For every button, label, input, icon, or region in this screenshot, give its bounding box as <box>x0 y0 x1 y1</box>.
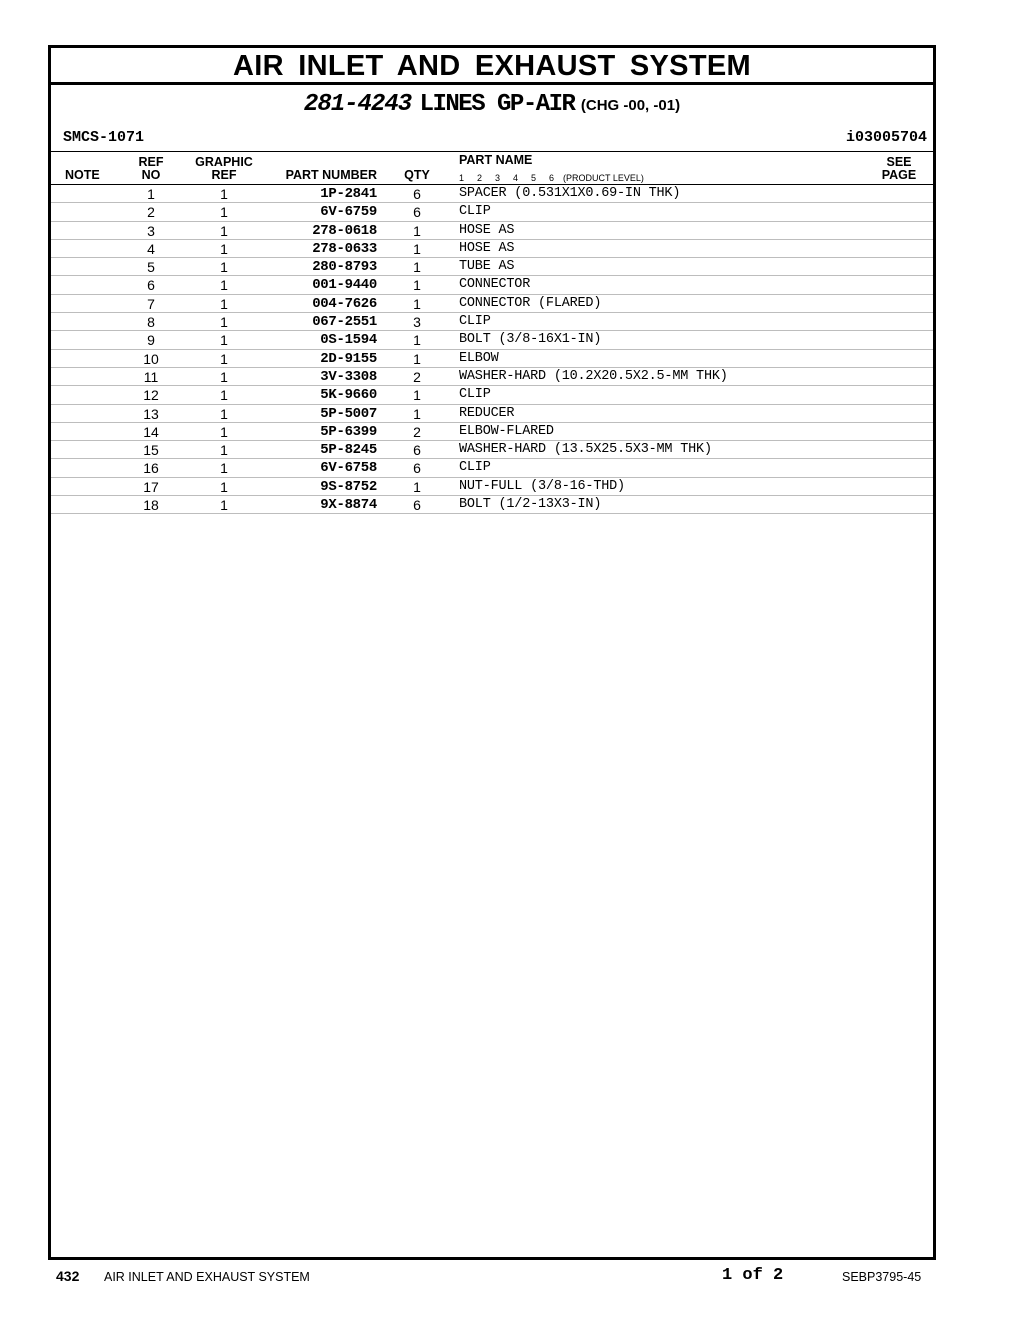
ref-no-cell: 6 <box>147 277 155 294</box>
table-row <box>51 331 933 349</box>
graphic-ref-cell: 1 <box>220 423 228 440</box>
ref-no-cell: 11 <box>143 368 159 385</box>
part-number-cell: 6V-6759 <box>320 204 377 221</box>
part-name-cell: CONNECTOR (FLARED) <box>459 295 602 311</box>
ref-no-cell: 1 <box>147 186 155 202</box>
col-note: NOTE <box>65 168 100 182</box>
part-name-cell: CONNECTOR <box>459 277 531 293</box>
part-name-cell: NUT-FULL (3/8-16-THD) <box>459 478 625 494</box>
table-row <box>51 313 933 331</box>
part-number-cell: 280-8793 <box>312 259 377 276</box>
graphic-ref-cell: 1 <box>220 332 228 349</box>
graphic-ref-cell: 1 <box>220 314 228 331</box>
part-name-cell: CLIP <box>459 204 491 220</box>
graphic-ref-cell: 1 <box>220 387 228 404</box>
ref-no-cell: 7 <box>147 295 155 312</box>
qty-cell: 2 <box>413 368 421 385</box>
col-ref-no-top: REF <box>138 155 164 169</box>
col-ref-no-bottom: NO <box>141 168 161 182</box>
col-graphic-ref-top: GRAPHIC <box>195 155 253 169</box>
group-name: LINES GP-AIR <box>419 91 575 118</box>
qty-cell: 1 <box>413 350 421 367</box>
qty-cell: 1 <box>413 332 421 349</box>
graphic-ref-cell: 1 <box>220 368 228 385</box>
part-name-cell: CLIP <box>459 387 491 403</box>
ref-no-cell: 2 <box>147 204 155 221</box>
part-number-cell: 278-0633 <box>312 240 377 257</box>
part-name-cell: WASHER-HARD (13.5X25.5X3-MM THK) <box>459 442 712 458</box>
group-header <box>51 85 933 152</box>
ref-no-cell: 14 <box>143 423 159 440</box>
table-row <box>51 258 933 276</box>
col-part-name: PART NAME <box>459 153 533 167</box>
table-row <box>51 405 933 423</box>
part-name-cell: BOLT (1/2-13X3-IN) <box>459 497 602 513</box>
ref-no-cell: 18 <box>143 497 159 514</box>
qty-cell: 1 <box>413 405 421 422</box>
qty-cell: 2 <box>413 423 421 440</box>
level-6: 6 <box>549 173 555 183</box>
part-number-cell: 067-2551 <box>312 314 377 331</box>
col-part-number: PART NUMBER <box>285 168 377 182</box>
qty-cell: 6 <box>413 460 421 477</box>
qty-cell: 1 <box>413 259 421 276</box>
product-level-label: (PRODUCT LEVEL) <box>563 173 644 183</box>
qty-cell: 1 <box>413 295 421 312</box>
part-name-cell: CLIP <box>459 314 491 330</box>
table-row <box>51 222 933 240</box>
graphic-ref-cell: 1 <box>220 277 228 294</box>
footer-doc-number: SEBP3795-45 <box>842 1270 922 1284</box>
graphic-ref-cell: 1 <box>220 259 228 276</box>
graphic-ref-cell: 1 <box>220 442 228 459</box>
part-number-cell: 5K-9660 <box>320 387 377 404</box>
page-title: AIR INLET AND EXHAUST SYSTEM <box>233 50 751 82</box>
qty-cell: 6 <box>413 442 421 459</box>
ref-no-cell: 13 <box>143 405 159 422</box>
table-row <box>51 441 933 459</box>
page-footer <box>56 1266 928 1288</box>
product-levels <box>459 172 644 185</box>
ref-no-cell: 4 <box>147 240 155 257</box>
part-number-cell: 5P-5007 <box>320 405 377 422</box>
ref-no-cell: 15 <box>143 442 159 459</box>
part-number-cell: 001-9440 <box>312 277 377 294</box>
table-row <box>51 496 933 514</box>
qty-cell: 6 <box>413 204 421 221</box>
graphic-ref-cell: 1 <box>220 204 228 221</box>
part-number-cell: 3V-3308 <box>320 368 377 385</box>
table-row <box>51 423 933 441</box>
table-row <box>51 386 933 404</box>
part-number-cell: 0S-1594 <box>320 332 377 349</box>
title-bar <box>51 48 933 85</box>
ref-no-cell: 17 <box>143 478 159 495</box>
part-number-cell: 1P-2841 <box>320 186 377 202</box>
level-3: 3 <box>495 173 501 183</box>
table-row <box>51 185 933 203</box>
part-number-cell: 9X-8874 <box>320 497 377 514</box>
change-note: (CHG -00, -01) <box>580 97 681 114</box>
part-number-cell: 6V-6758 <box>320 460 377 477</box>
part-number-cell: 5P-8245 <box>320 442 377 459</box>
graphic-ref-cell: 1 <box>220 240 228 257</box>
col-graphic-ref-bottom: REF <box>211 168 237 182</box>
graphic-ref-cell: 1 <box>220 497 228 514</box>
graphic-ref-cell: 1 <box>220 460 228 477</box>
level-4: 4 <box>513 173 519 183</box>
ref-no-cell: 3 <box>147 222 155 239</box>
part-name-cell: SPACER (0.531X1X0.69-IN THK) <box>459 186 681 201</box>
col-see-page-bottom: PAGE <box>881 168 917 182</box>
table-row <box>51 368 933 386</box>
col-qty: QTY <box>404 168 430 182</box>
level-2: 2 <box>477 173 483 183</box>
table-row <box>51 459 933 477</box>
graphic-ref-cell: 1 <box>220 350 228 367</box>
qty-cell: 1 <box>413 387 421 404</box>
table-row <box>51 478 933 496</box>
graphic-ref-cell: 1 <box>220 295 228 312</box>
part-number-cell: 9S-8752 <box>320 478 377 495</box>
qty-cell: 6 <box>413 186 421 202</box>
qty-cell: 3 <box>413 314 421 331</box>
col-see-page-top: SEE <box>886 155 912 169</box>
part-number-cell: 278-0618 <box>312 222 377 239</box>
qty-cell: 1 <box>413 478 421 495</box>
page-number: 432 <box>56 1268 80 1284</box>
document-id: i03005704 <box>845 129 927 146</box>
group-subtitle <box>51 91 933 118</box>
ref-no-cell: 12 <box>143 387 159 404</box>
footer-section-title: AIR INLET AND EXHAUST SYSTEM <box>104 1270 310 1284</box>
page-of-count: 1 of 2 <box>722 1266 784 1285</box>
qty-cell: 1 <box>413 222 421 239</box>
part-name-cell: ELBOW-FLARED <box>459 423 554 439</box>
table-row <box>51 203 933 221</box>
part-number-cell: 004-7626 <box>312 295 377 312</box>
group-number: 281-4243 <box>303 91 412 118</box>
part-name-cell: CLIP <box>459 460 491 476</box>
parts-list-frame <box>48 45 936 1260</box>
part-name-cell: HOSE AS <box>459 222 515 238</box>
level-5: 5 <box>531 173 537 183</box>
qty-cell: 6 <box>413 497 421 514</box>
smcs-code: SMCS-1071 <box>63 129 145 146</box>
part-number-cell: 5P-6399 <box>320 423 377 440</box>
level-1: 1 <box>459 173 465 183</box>
graphic-ref-cell: 1 <box>220 222 228 239</box>
column-headers <box>51 152 933 185</box>
parts-table <box>51 185 933 514</box>
ref-no-cell: 5 <box>147 259 155 276</box>
table-row <box>51 350 933 368</box>
graphic-ref-cell: 1 <box>220 186 228 202</box>
graphic-ref-cell: 1 <box>220 478 228 495</box>
qty-cell: 1 <box>413 277 421 294</box>
ref-no-cell: 10 <box>143 350 159 367</box>
part-name-cell: HOSE AS <box>459 240 515 256</box>
table-row <box>51 295 933 313</box>
part-name-cell: TUBE AS <box>459 259 515 275</box>
qty-cell: 1 <box>413 240 421 257</box>
part-name-cell: REDUCER <box>459 405 515 421</box>
ref-no-cell: 8 <box>147 314 155 331</box>
table-row <box>51 276 933 294</box>
part-name-cell: ELBOW <box>459 350 499 366</box>
ref-no-cell: 9 <box>147 332 155 349</box>
graphic-ref-cell: 1 <box>220 405 228 422</box>
ref-no-cell: 16 <box>143 460 159 477</box>
part-name-cell: BOLT (3/8-16X1-IN) <box>459 332 602 348</box>
table-row <box>51 240 933 258</box>
part-number-cell: 2D-9155 <box>320 350 377 367</box>
part-name-cell: WASHER-HARD (10.2X20.5X2.5-MM THK) <box>459 368 728 384</box>
